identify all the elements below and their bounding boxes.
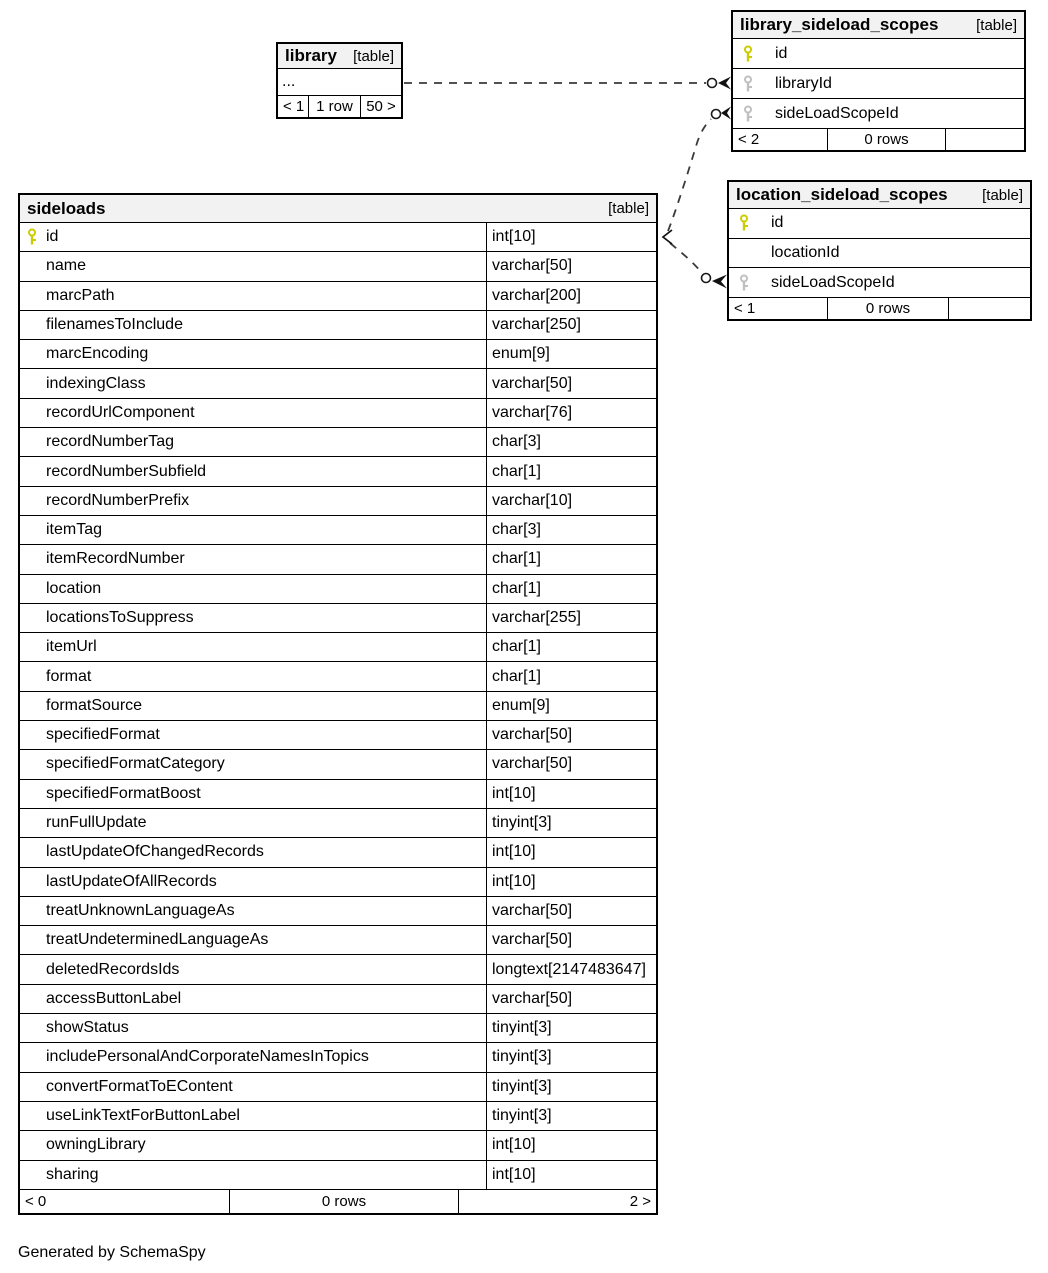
column-type: tinyint[3] (492, 1019, 552, 1037)
column-name: locationsToSuppress (46, 609, 194, 626)
footer-degree-right (948, 298, 1030, 319)
column-type: varchar[50] (492, 931, 573, 949)
key-icon (27, 228, 37, 246)
crow-foot-icon (718, 77, 731, 90)
column-type: varchar[10] (492, 491, 573, 509)
column-type: char[3] (492, 433, 541, 451)
column-type: char[3] (492, 521, 541, 539)
column-name: marcEncoding (46, 345, 149, 363)
table-row (20, 457, 656, 486)
column-name: location (46, 579, 102, 597)
footer-degree-left: < 0 (25, 1193, 47, 1210)
column-name: marcPath (46, 286, 115, 304)
table-footer (278, 95, 401, 117)
relationship-sideloads-to-library-scope (668, 107, 731, 232)
key-icon (743, 75, 753, 93)
table-location-sideload-scopes (727, 180, 1032, 321)
table-title-location-sideload-scopes[interactable]: location_sideload_scopes (736, 185, 948, 204)
table-row (20, 1043, 656, 1072)
column-name: treatUnknownLanguageAs (46, 901, 235, 919)
table-tag: [table] (982, 186, 1023, 204)
column-name: ... (282, 73, 296, 90)
column-name: lastUpdateOfAllRecords (46, 872, 217, 890)
table-row (729, 239, 1030, 269)
table-columns (278, 69, 401, 95)
column-name: locationId (771, 244, 840, 261)
generated-by-note: Generated by SchemaSpy (18, 1244, 206, 1261)
key-icon (739, 214, 749, 232)
column-type: varchar[50] (492, 989, 573, 1007)
column-name: indexingClass (46, 374, 146, 392)
column-name: id (771, 214, 784, 232)
footer-row-count: 0 rows (229, 1190, 458, 1213)
table-title-library-sideload-scopes[interactable]: library_sideload_scopes (740, 15, 939, 34)
table-row (20, 428, 656, 457)
footer-degree-left: < 1 (734, 300, 756, 317)
column-type: char[1] (492, 638, 541, 656)
relationship-sideloads-to-location-scope (670, 243, 727, 289)
column-type: enum[9] (492, 696, 550, 714)
column-name: libraryId (775, 74, 832, 92)
footer-degree-left: < 1 (283, 98, 305, 115)
column-name: includePersonalAndCorporateNamesInTopics (46, 1048, 369, 1066)
table-row (20, 487, 656, 516)
table-row (20, 721, 656, 750)
column-name: id (775, 44, 788, 62)
column-type: char[1] (492, 667, 541, 685)
table-footer (20, 1189, 656, 1213)
table-row (20, 985, 656, 1014)
table-row (20, 1161, 656, 1189)
column-name: lastUpdateOfChangedRecords (46, 843, 264, 861)
column-type: varchar[50] (492, 374, 573, 392)
column-type: varchar[50] (492, 257, 573, 275)
table-library-sideload-scopes (731, 10, 1026, 152)
column-name: specifiedFormat (46, 726, 160, 744)
table-tag: [table] (608, 200, 649, 217)
column-type: int[10] (492, 1136, 536, 1154)
table-row (20, 926, 656, 955)
column-type: varchar[50] (492, 755, 573, 773)
table-row (20, 369, 656, 398)
column-name: specifiedFormatBoost (46, 784, 201, 802)
footer-degree-right: 50 > (360, 96, 401, 117)
table-row (20, 545, 656, 574)
column-name: useLinkTextForButtonLabel (46, 1107, 240, 1125)
table-header (733, 12, 1024, 39)
table-row (729, 209, 1030, 239)
column-type: longtext[2147483647] (492, 960, 646, 978)
table-row (20, 780, 656, 809)
table-row (20, 868, 656, 897)
key-icon (743, 105, 753, 123)
table-row (20, 633, 656, 662)
column-name: itemTag (46, 521, 103, 539)
column-name: id (46, 228, 59, 246)
footer-row-count: 0 rows (827, 129, 945, 150)
table-row (20, 809, 656, 838)
key-icon (739, 274, 749, 292)
column-name: recordNumberPrefix (46, 491, 190, 509)
column-name: sideLoadScopeId (775, 104, 899, 122)
column-type: varchar[250] (492, 316, 581, 334)
table-row (733, 69, 1024, 99)
table-row (729, 268, 1030, 297)
table-row (20, 897, 656, 926)
table-row (733, 39, 1024, 69)
column-name: accessButtonLabel (46, 989, 182, 1007)
table-title-sideloads[interactable]: sideloads (27, 198, 106, 218)
table-row (20, 692, 656, 721)
table-row (20, 1014, 656, 1043)
table-row (20, 311, 656, 340)
column-type: tinyint[3] (492, 1048, 552, 1066)
column-name: filenamesToInclude (46, 316, 183, 334)
column-name: recordNumberSubfield (46, 462, 207, 480)
footer-degree-right: 2 > (458, 1190, 656, 1213)
table-row (20, 838, 656, 867)
column-type: tinyint[3] (492, 1077, 552, 1095)
crow-foot-icon (712, 275, 727, 289)
table-columns (20, 223, 656, 1189)
column-type: char[1] (492, 550, 541, 568)
table-row (20, 1131, 656, 1160)
column-name: treatUndeterminedLanguageAs (46, 931, 269, 949)
table-row (20, 955, 656, 984)
zero-cardinality-icon (708, 79, 717, 88)
table-title-library[interactable]: library (285, 46, 337, 65)
column-name: recordUrlComponent (46, 403, 195, 421)
table-row (20, 282, 656, 311)
column-name: runFullUpdate (46, 814, 147, 832)
footer-degree-left: < 2 (738, 131, 760, 148)
column-name: name (46, 257, 87, 275)
column-name: showStatus (46, 1019, 129, 1037)
zero-cardinality-icon (702, 274, 711, 283)
table-library (276, 42, 403, 119)
table-header (20, 195, 656, 223)
column-name: formatSource (46, 696, 143, 714)
table-row (20, 575, 656, 604)
column-name: itemUrl (46, 638, 97, 656)
column-name: recordNumberTag (46, 433, 175, 451)
column-type: int[10] (492, 228, 536, 246)
table-row (278, 69, 401, 95)
table-row (20, 1073, 656, 1102)
column-type: char[1] (492, 579, 541, 597)
column-name: sharing (46, 1165, 99, 1183)
column-name: format (46, 667, 92, 685)
column-name: owningLibrary (46, 1136, 146, 1154)
table-row (20, 750, 656, 779)
column-name: specifiedFormatCategory (46, 755, 225, 773)
column-name: deletedRecordsIds (46, 960, 180, 978)
footer-row-count: 1 row (308, 96, 360, 117)
table-columns (733, 39, 1024, 128)
footer-degree-right (945, 129, 1024, 150)
table-row (20, 252, 656, 281)
column-name: convertFormatToEContent (46, 1077, 233, 1095)
table-row (20, 340, 656, 369)
table-header (278, 44, 401, 69)
table-row (20, 662, 656, 691)
table-row (20, 1102, 656, 1131)
column-type: int[10] (492, 784, 536, 802)
table-row (20, 399, 656, 428)
column-type: varchar[76] (492, 403, 573, 421)
column-type: int[10] (492, 872, 536, 890)
table-row (20, 516, 656, 545)
table-columns (729, 209, 1030, 297)
column-name: itemRecordNumber (46, 550, 185, 568)
column-type: varchar[50] (492, 901, 573, 919)
crow-foot-icon (721, 107, 731, 120)
column-type: tinyint[3] (492, 814, 552, 832)
table-row (20, 223, 656, 252)
table-header (729, 182, 1030, 209)
column-type: char[1] (492, 462, 541, 480)
table-tag: [table] (976, 16, 1017, 34)
column-name: sideLoadScopeId (771, 273, 895, 291)
table-sideloads (18, 193, 658, 1215)
crow-foot-icon (663, 230, 672, 244)
relationship-library-to-libraryId (404, 77, 731, 90)
zero-cardinality-icon (712, 110, 721, 119)
column-type: int[10] (492, 1165, 536, 1183)
column-type: varchar[255] (492, 609, 581, 626)
key-icon (743, 45, 753, 63)
footer-row-count: 0 rows (827, 298, 948, 319)
table-row (20, 604, 656, 633)
table-footer (733, 128, 1024, 150)
table-row (733, 99, 1024, 128)
column-type: enum[9] (492, 345, 550, 363)
table-tag: [table] (353, 47, 394, 65)
column-type: varchar[50] (492, 726, 573, 744)
column-type: varchar[200] (492, 286, 581, 304)
column-type: tinyint[3] (492, 1107, 552, 1125)
table-footer (729, 297, 1030, 319)
column-type: int[10] (492, 843, 536, 861)
